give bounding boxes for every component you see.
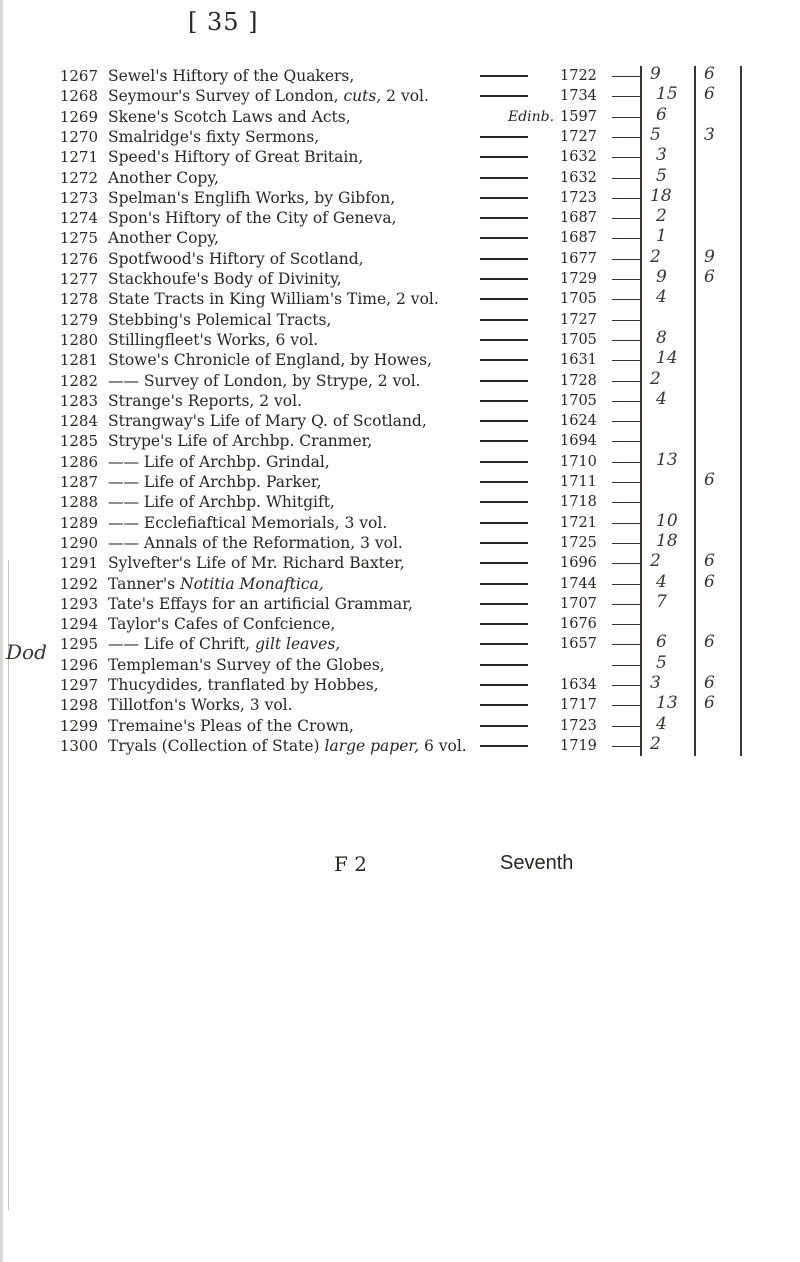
entry-title [108,391,302,411]
leader-dash [480,704,528,706]
handwritten-price: 2 [650,733,661,754]
lot-number: 1285 [59,432,98,451]
entry-title [108,736,467,756]
leader-dash [480,359,528,361]
entry-title [108,431,372,451]
catalog-entry [0,289,800,309]
price-row-tick [612,624,640,625]
price-row-tick [612,726,640,727]
lot-number: 1268 [59,87,98,106]
entry-title [108,249,364,269]
entry-year: 1705 [560,291,597,308]
entry-title-text: Strange's Reports, 2 vol. [108,391,303,410]
price-row-tick [612,238,640,239]
entry-title-text: Stebbing's Polemical Tracts, [108,310,332,329]
entry-title-text: Spon's Hiftory of the City of Geneva, [108,209,397,228]
entry-title [108,310,331,330]
leader-dash [480,136,528,138]
entry-title [108,716,354,736]
handwritten-shilling-mark: 6 [704,673,715,693]
entry-title [108,86,429,106]
entry-year: 1705 [560,331,597,348]
entry-title-text: Tillotfon's Works, 3 vol. [108,696,293,715]
lot-number: 1279 [59,310,98,329]
price-row-tick [612,665,640,666]
catalog-entry [0,327,800,350]
entry-title [108,655,385,675]
handwritten-price: 13 [656,693,678,714]
entry-title [108,452,330,472]
handwritten-price: 5 [656,652,667,673]
handwritten-price: 9 [656,267,667,287]
catalog-entry [0,449,800,472]
leader-dash [480,522,528,524]
catalog-entry [0,675,800,695]
handwritten-shilling-mark: 6 [704,571,715,592]
entry-title-text: Stackhoufe's Body of Divinity, [108,270,342,288]
handwritten-price: 15 [656,84,678,105]
leader-dash [480,339,528,341]
catalog-entry [0,510,800,533]
leader-dash [480,461,528,463]
price-row-tick [612,523,640,524]
handwritten-price: 2 [650,551,661,572]
lot-number: 1271 [59,148,98,167]
handwritten-price: 18 [656,530,678,551]
leader-dash [480,583,528,585]
entry-year: 1722 [560,68,597,84]
leader-dash [480,725,528,727]
catalog-entry [0,350,800,370]
handwritten-shilling-mark: 6 [704,470,715,490]
price-row-tick [612,137,640,138]
entry-title-text: —— Life of Archbp. Parker, [108,473,322,491]
leader-dash [480,95,528,97]
entry-title [108,533,403,553]
catalog-entry [0,713,800,736]
entry-title-text: Tate's Effays for an artificial Grammar, [108,594,413,613]
entry-title [108,695,293,715]
lot-number: 1290 [59,533,98,552]
entry-year: 1696 [560,555,597,572]
handwritten-price: 18 [650,185,672,206]
handwritten-shilling-mark: 6 [704,267,715,287]
entry-title [108,350,432,370]
lot-number: 1270 [59,127,98,146]
leader-dash [480,75,528,77]
entry-title [108,168,219,188]
price-row-tick [612,96,640,97]
price-row-tick [612,644,640,645]
handwritten-price: 2 [650,368,661,389]
catalog-entry [0,733,800,756]
leader-dash [480,623,528,625]
lot-number: 1275 [59,229,98,248]
lot-number: 1281 [59,351,98,370]
lot-number: 1288 [59,493,98,512]
price-row-tick [612,299,640,300]
lot-number: 1272 [59,168,98,187]
price-row-tick [612,381,640,382]
handwritten-shilling-mark: 6 [704,84,715,105]
lot-number: 1287 [59,473,98,491]
price-row-tick [612,441,640,442]
catalog-entry [0,571,800,594]
leader-dash [480,440,528,442]
leader-dash [480,664,528,666]
lot-number: 1277 [59,270,98,288]
entry-title [108,411,427,431]
lot-number: 1292 [59,574,98,593]
entry-year: 1734 [560,88,597,105]
entry-year: 1744 [560,575,597,592]
entry-year: 1721 [560,514,597,531]
catalog-entry [0,695,800,715]
lot-number: 1276 [59,249,98,268]
entry-title-text: Speed's Hiftory of Great Britain, [108,148,364,167]
handwritten-price: 5 [656,165,667,186]
entry-title-text: Tanner's [108,574,176,593]
lot-number: 1284 [59,412,98,431]
leader-dash [480,603,528,605]
handwritten-price: 1 [656,226,667,247]
handwritten-price: 3 [656,145,667,166]
entry-title [108,208,397,228]
entry-year: 1597 [560,108,597,125]
entry-year: 1723 [560,717,597,734]
catalog-entry [0,147,800,167]
lot-number: 1299 [59,716,98,735]
leader-dash [480,298,528,300]
leader-dash [480,237,528,239]
catalog-entry [0,634,800,654]
entry-title-text: Taylor's Cafes of Confcience, [108,615,336,634]
catalog-entry [0,411,800,431]
lot-number: 1278 [59,290,98,309]
entry-title-text: Another Copy, [108,168,219,187]
entry-title-text: Seymour's Survey of London, [108,87,339,106]
entry-year: 1727 [560,128,597,145]
entry-year: 1727 [560,311,597,328]
price-row-tick [612,178,640,179]
handwritten-price: 2 [656,206,667,227]
entry-year: 1677 [560,250,597,267]
margin-handwritten-note: Dod [6,640,47,664]
leader-dash [480,156,528,158]
catchword: Seventh [500,852,574,874]
price-row-tick [612,340,640,341]
price-row-tick [612,502,640,503]
handwritten-price: 9 [650,64,661,84]
entry-title [108,330,318,350]
entry-year: 1632 [560,149,597,166]
handwritten-price: 4 [656,287,667,308]
entry-title-text: —— Survey of London, by Strype, 2 vol. [108,371,421,390]
entry-title [108,574,324,594]
entry-place: Edinb. [508,108,555,125]
entry-title [108,147,363,167]
catalog-entry [0,553,800,573]
price-row-tick [612,563,640,564]
entry-title-suffix: 6 vol. [419,736,467,755]
leader-dash [480,258,528,260]
entry-title [108,107,351,127]
entry-title [108,472,322,492]
entry-year: 1634 [560,677,597,693]
lot-number: 1291 [59,554,98,573]
entry-title-text: Another Copy, [108,229,219,248]
entry-year: 1687 [560,230,597,247]
price-row-tick [612,462,640,463]
catalog-entry [0,431,800,451]
price-row-tick [612,76,640,77]
leader-dash [480,217,528,219]
lot-number: 1282 [59,371,98,390]
price-row-tick [612,320,640,321]
leader-dash [480,420,528,422]
lot-number: 1300 [59,736,98,755]
price-row-tick [612,198,640,199]
entry-year: 1710 [560,453,597,470]
lot-number: 1273 [59,188,98,207]
entry-title [108,553,405,573]
entry-title-text: —— Life of Chrift, [108,635,251,654]
catalog-entry [0,208,800,228]
price-row-tick [612,259,640,260]
lot-number: 1280 [59,330,98,349]
entry-title-text: —— Life of Archbp. Whitgift, [108,493,335,512]
lot-number: 1293 [59,594,98,613]
price-row-tick [612,543,640,544]
entry-title-italic: cuts, [343,87,382,106]
entry-year: 1729 [560,271,597,287]
entry-year: 1705 [560,392,597,409]
lot-number: 1294 [59,615,98,634]
catalog-entry [0,124,800,147]
leader-dash [480,319,528,321]
catalog-entry [0,66,800,86]
leader-dash [480,197,528,199]
catalog-entry [0,368,800,391]
leader-dash [480,501,528,503]
leader-dash [480,562,528,564]
handwritten-price: 10 [656,510,678,531]
price-row-tick [612,584,640,585]
handwritten-price: 2 [650,246,661,267]
entry-year: 1631 [560,352,597,369]
price-row-tick [612,604,640,605]
entry-year: 1725 [560,534,597,551]
entry-title [108,188,395,208]
catalog-entry [0,472,800,492]
lot-number: 1267 [59,67,98,85]
handwritten-shilling-mark: 3 [704,124,715,145]
entry-title-italic: Notitia Monaftica, [180,574,324,593]
entry-year: 1687 [560,210,597,227]
entry-year: 1717 [560,697,597,714]
entry-title-text: Strangway's Life of Mary Q. of Scotland, [108,412,427,431]
lot-number: 1295 [59,635,98,654]
lot-number: 1283 [59,391,98,410]
entry-title-text: Tremaine's Pleas of the Crown, [108,716,354,735]
price-row-tick [612,685,640,686]
catalog-entry [0,246,800,269]
entry-title-text: —— Annals of the Reformation, 3 vol. [108,533,403,552]
entry-year: 1657 [560,636,597,653]
lot-number: 1286 [59,452,98,471]
handwritten-price: 13 [656,449,678,470]
entry-year: 1707 [560,595,597,612]
entry-title [108,492,335,512]
price-row-tick [612,279,640,280]
handwritten-price: 5 [650,124,661,145]
handwritten-shilling-mark: 9 [704,246,715,267]
catalog-entry [0,86,800,106]
catalog-entry [0,104,800,127]
catalog-entry [0,310,800,330]
lot-number: 1269 [59,107,98,126]
entry-title-text: Stillingfleet's Works, 6 vol. [108,330,319,349]
lot-number: 1274 [59,209,98,228]
price-row-tick [612,705,640,706]
price-row-tick [612,746,640,747]
lot-number: 1298 [59,696,98,715]
entry-title-text: State Tracts in King William's Time, 2 vol. [108,290,439,309]
entry-title-text: Skene's Scotch Laws and Acts, [108,107,351,126]
entry-title [108,614,335,634]
price-row-tick [612,421,640,422]
lot-number: 1296 [59,655,98,674]
handwritten-price: 4 [656,388,667,409]
entry-year: 1723 [560,189,597,206]
entry-title [108,66,354,86]
entry-title-italic: gilt leaves, [255,635,341,654]
entry-title-italic: large paper, [324,736,420,755]
price-column-line [740,66,742,756]
entry-title [108,289,439,309]
catalog-entry [0,530,800,553]
price-row-tick [612,360,640,361]
entry-title-text: Tryals (Collection of State) [108,736,320,755]
catalog-entry [0,492,800,512]
entry-title-suffix: 2 vol. [381,87,429,106]
entry-year: 1624 [560,413,597,430]
handwritten-price: 3 [650,673,661,693]
entry-year: 1632 [560,169,597,186]
price-row-tick [612,218,640,219]
entry-title [108,371,421,391]
entry-title [108,594,413,614]
leader-dash [480,542,528,544]
entry-title [108,513,387,533]
entry-title-text: Spotfwood's Hiftory of Scotland, [108,249,364,268]
entry-year: 1694 [560,433,597,450]
leader-dash [480,745,528,747]
leader-dash [480,400,528,402]
entry-title [108,127,319,147]
signature-mark: F 2 [334,852,367,876]
entry-title-text: Strype's Life of Archbp. Cranmer, [108,432,373,451]
entry-year: 1676 [560,616,597,633]
lot-number: 1297 [59,676,98,694]
catalog-entry [0,269,800,289]
entry-title-text: Spelman's Englifh Works, by Gibfon, [108,188,396,207]
leader-dash [480,278,528,280]
entry-title-text: Sylvefter's Life of Mr. Richard Baxter, [108,554,405,573]
entry-year: 1728 [560,372,597,389]
leader-dash [480,481,528,483]
handwritten-price: 4 [656,571,667,592]
catalog-entry [0,228,800,248]
handwritten-shilling-mark: 6 [704,64,715,84]
entry-title [108,634,340,654]
catalog-entry [0,388,800,411]
entry-title [108,228,219,248]
handwritten-price: 8 [656,327,667,348]
price-row-tick [612,482,640,483]
price-row-tick [612,157,640,158]
entry-title-text: —— Life of Archbp. Grindal, [108,452,330,471]
price-row-tick [612,117,640,118]
handwritten-shilling-mark: 6 [704,551,715,572]
entry-title-text: Templeman's Survey of the Globes, [108,655,385,674]
handwritten-shilling-mark: 6 [704,632,715,653]
entry-title-text: —— Ecclefiaftical Memorials, 3 vol. [108,513,388,532]
handwritten-price: 14 [656,348,678,369]
price-row-tick [612,401,640,402]
catalog-entry [0,591,800,614]
entry-title-text: Thucydides, tranflated by Hobbes, [108,676,379,694]
handwritten-price: 4 [656,713,667,734]
leader-dash [480,684,528,686]
entry-year: 1711 [560,474,597,490]
page-number: [ 35 ] [188,8,259,36]
catalog-entry [0,614,800,634]
leader-dash [480,380,528,382]
handwritten-shilling-mark: 6 [704,693,715,714]
lot-number: 1289 [59,513,98,532]
handwritten-price: 6 [656,632,667,653]
leader-dash [480,643,528,645]
entry-title-text: Sewel's Hiftory of the Quakers, [108,67,355,85]
catalog-entry [0,165,800,188]
handwritten-price: 6 [656,104,667,125]
entry-title [108,675,379,695]
entry-year: 1718 [560,494,597,511]
entry-title-text: Smalridge's fixty Sermons, [108,127,320,146]
entry-title [108,269,342,289]
handwritten-price: 7 [656,591,667,612]
price-column-line [694,66,696,756]
entry-year: 1719 [560,737,597,754]
leader-dash [480,177,528,179]
price-column-line [640,66,642,756]
entry-title-text: Stowe's Chronicle of England, by Howes, [108,351,432,370]
catalog-entry [0,185,800,208]
